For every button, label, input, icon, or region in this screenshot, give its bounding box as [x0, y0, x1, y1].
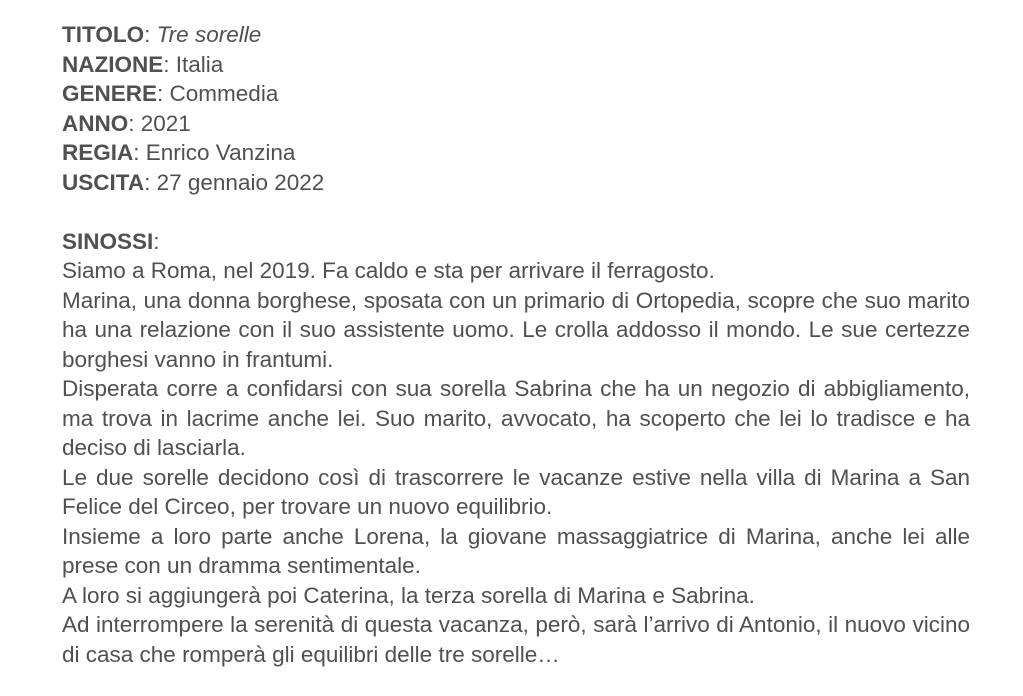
- meta-year: [62, 109, 970, 139]
- synopsis-paragraph: Marina, una donna borghese, sposata con un primario di Ortopedia, scopre che suo marito ha una relazione con il suo assistente uomo. Le crolla addosso il mondo. Le sue certezze borghesi vanno in frantumi.: [62, 287, 970, 372]
- synopsis-section: [62, 227, 970, 670]
- meta-label: GENERE: [62, 81, 158, 106]
- synopsis-paragraph: Siamo a Roma, nel 2019. Fa caldo e sta per arrivare il ferragosto.: [62, 258, 715, 283]
- meta-value: Italia: [175, 51, 224, 77]
- synopsis-separator: :: [153, 228, 160, 254]
- synopsis-paragraph: Ad interrompere la serenità di questa vacanza, però, sarà l’arrivo di Antonio, il nuovo vicino di casa che romperà gli equilibri delle tre sorelle…: [62, 612, 970, 667]
- meta-value: 27 gennaio 2022: [156, 169, 325, 195]
- synopsis-paragraph: A loro si aggiungerà poi Caterina, la terza sorella di Marina e Sabrina.: [62, 582, 755, 608]
- meta-director: [62, 138, 970, 168]
- meta-value: Tre sorelle: [156, 22, 262, 47]
- meta-label: USCITA: [62, 169, 145, 195]
- meta-genre: [62, 79, 970, 109]
- meta-separator: :: [163, 51, 176, 77]
- meta-separator: :: [144, 169, 157, 195]
- meta-label: TITOLO: [62, 22, 145, 47]
- meta-label: REGIA: [62, 140, 134, 165]
- synopsis-paragraph: Insieme a loro parte anche Lorena, la giovane massaggiatrice di Marina, anche lei alle prese con un dramma sentimentale.: [62, 523, 970, 578]
- meta-separator: :: [128, 110, 141, 136]
- synopsis-paragraph: Disperata corre a confidarsi con sua sorella Sabrina che ha un negozio di abbigliamento, ma trova in lacrime anche lei. Suo marito, avvocato, ha scoperto che lei lo tradisce e ha deciso di lasciarla.: [62, 376, 970, 460]
- meta-value: Enrico Vanzina: [145, 140, 296, 165]
- meta-separator: :: [144, 22, 157, 47]
- document-body: [62, 20, 970, 669]
- meta-label: NAZIONE: [62, 51, 164, 77]
- synopsis-heading: [62, 227, 970, 257]
- metadata-block: [62, 20, 970, 197]
- meta-title: [62, 20, 970, 50]
- meta-nation: [62, 50, 970, 80]
- meta-release: [62, 168, 970, 198]
- synopsis-label: SINOSSI: [62, 228, 154, 254]
- meta-separator: :: [133, 140, 146, 165]
- synopsis-paragraph: Le due sorelle decidono così di trascorrere le vacanze estive nella villa di Marina a San Felice del Circeo, per trovare un nuovo equilibrio.: [62, 464, 970, 519]
- meta-label: ANNO: [62, 110, 129, 136]
- meta-separator: :: [157, 81, 170, 106]
- section-spacer: [62, 197, 970, 227]
- meta-value: 2021: [140, 110, 191, 136]
- meta-value: Commedia: [169, 81, 279, 106]
